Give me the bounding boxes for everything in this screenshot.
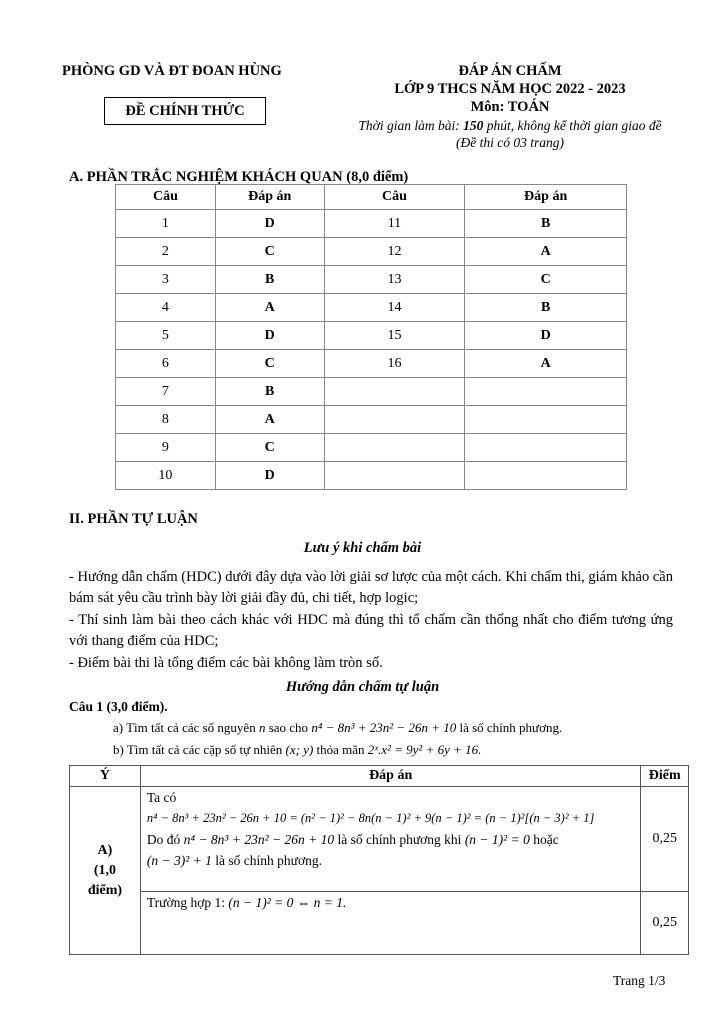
question-number-cell: 10	[116, 462, 216, 490]
header-question: Câu	[324, 185, 465, 210]
grading-note-title: Lưu ý khi chấm bài	[303, 540, 422, 556]
exam-time: Thời gian làm bài: 150 phút, không kể thời gian giao đề	[358, 118, 662, 133]
table-row	[116, 350, 627, 378]
page-number: Trang 1/3	[613, 973, 666, 988]
table-row	[116, 406, 627, 434]
answer-cell: C	[215, 434, 324, 462]
question-number-cell: 6	[116, 350, 216, 378]
question-number-cell: 13	[324, 266, 465, 294]
section-a-title: A. PHẦN TRẮC NGHIỆM KHÁCH QUAN (8,0 điểm)	[69, 169, 409, 185]
answer-cell: B	[465, 294, 627, 322]
table-row	[116, 378, 627, 406]
grading-note-2: - Thí sinh làm bài theo cách khác với HDC mà đúng thì tổ chấm cần thống nhất cho điểm tương ứng với thang điểm của HDC;	[69, 612, 673, 649]
answer-cell: D	[215, 322, 324, 350]
table-header-row	[116, 185, 627, 210]
table-row	[116, 294, 627, 322]
multiple-choice-answer-table	[115, 184, 627, 490]
table-row	[116, 434, 627, 462]
header-part: Ý	[70, 766, 141, 787]
header-solution: Đáp án	[140, 766, 641, 787]
table-row	[116, 210, 627, 238]
doc-title: ĐÁP ÁN CHẤM	[458, 63, 562, 79]
question-1a: a) Tìm tất cả các số nguyên n sao cho n⁴ − 8n³ + 23n² − 26n + 10 là số chính phương.	[113, 720, 563, 735]
answer-cell: B	[215, 378, 324, 406]
question-number-cell: 5	[116, 322, 216, 350]
answer-cell: B	[215, 266, 324, 294]
answer-cell: D	[215, 462, 324, 490]
grading-note-1: - Hướng dẫn chấm (HDC) dưới đây dựa vào lời giải sơ lược của một cách. Khi chấm thi, giám khảo cần bám sát yêu cầu trình bày lời giải đầy đủ, chi tiết, hợp logic;	[69, 569, 673, 606]
section-b-title: II. PHẦN TỰ LUẬN	[69, 511, 198, 527]
table-row	[70, 787, 689, 892]
header-answer: Đáp án	[215, 185, 324, 210]
question-number-cell: 2	[116, 238, 216, 266]
table-row	[116, 266, 627, 294]
question-1-title: Câu 1 (3,0 điểm).	[69, 699, 168, 714]
question-number-cell: 8	[116, 406, 216, 434]
question-1b: b) Tìm tất cả các cặp số tự nhiên (x; y) thỏa mãn 2ˣ.x² = 9y² + 6y + 16.	[113, 742, 482, 757]
question-number-cell: 11	[324, 210, 465, 238]
table-row	[70, 892, 689, 955]
question-number-cell: 4	[116, 294, 216, 322]
answer-cell: A	[465, 350, 627, 378]
answer-cell: A	[465, 238, 627, 266]
answer-cell: D	[215, 210, 324, 238]
answer-cell	[465, 378, 627, 406]
department-name: PHÒNG GD VÀ ĐT ĐOAN HÙNG	[62, 63, 282, 79]
answer-cell: C	[465, 266, 627, 294]
question-number-cell: 1	[116, 210, 216, 238]
question-number-cell: 12	[324, 238, 465, 266]
question-number-cell	[324, 406, 465, 434]
table-row	[116, 322, 627, 350]
question-number-cell	[324, 434, 465, 462]
answer-cell: D	[465, 322, 627, 350]
table-header-row	[70, 766, 689, 787]
essay-guide-title: Hướng dẫn chấm tự luận	[285, 679, 440, 695]
answer-cell: B	[465, 210, 627, 238]
part-label: A) (1,0 điểm)	[70, 787, 141, 955]
header-question: Câu	[116, 185, 216, 210]
question-number-cell: 3	[116, 266, 216, 294]
question-number-cell	[324, 378, 465, 406]
answer-cell	[465, 434, 627, 462]
header-score: Điểm	[641, 766, 689, 787]
answer-cell	[465, 462, 627, 490]
answer-cell: C	[215, 238, 324, 266]
answer-cell	[465, 406, 627, 434]
answer-cell: A	[215, 406, 324, 434]
table-row	[116, 462, 627, 490]
solution-step-2: Trường hợp 1: (n − 1)² = 0 ⇔ n = 1.	[140, 892, 641, 955]
header-answer: Đáp án	[465, 185, 627, 210]
official-exam-badge: ĐỀ CHÍNH THỨC	[104, 97, 266, 125]
doc-grade-year: LỚP 9 THCS NĂM HỌC 2022 - 2023	[394, 81, 626, 97]
grading-note-3: - Điểm bài thi là tổng điểm các bài không làm tròn số.	[69, 655, 383, 671]
table-row	[116, 238, 627, 266]
solution-step-1: Ta có n⁴ − 8n³ + 23n² − 26n + 10 = (n² − 1)² − 8n(n − 1)² + 9(n − 1)² = (n − 1)²[(n − 3)² + 1] Do đó n⁴ − 8n³ + 23n² − 26n + 10 là số chính phương khi (n − 1)² = 0 hoặc (n − 3)² + 1 là số chính phương.	[140, 787, 641, 892]
question-number-cell: 7	[116, 378, 216, 406]
answer-cell: A	[215, 294, 324, 322]
essay-solution-table	[69, 765, 689, 955]
question-number-cell	[324, 462, 465, 490]
score-step-2: 0,25	[641, 892, 689, 955]
question-number-cell: 9	[116, 434, 216, 462]
doc-subject: Môn: TOÁN	[470, 99, 550, 115]
pages-note: (Đề thi có 03 trang)	[456, 135, 564, 150]
score-step-1: 0,25	[641, 787, 689, 892]
question-number-cell: 15	[324, 322, 465, 350]
answer-cell: C	[215, 350, 324, 378]
question-number-cell: 16	[324, 350, 465, 378]
question-number-cell: 14	[324, 294, 465, 322]
